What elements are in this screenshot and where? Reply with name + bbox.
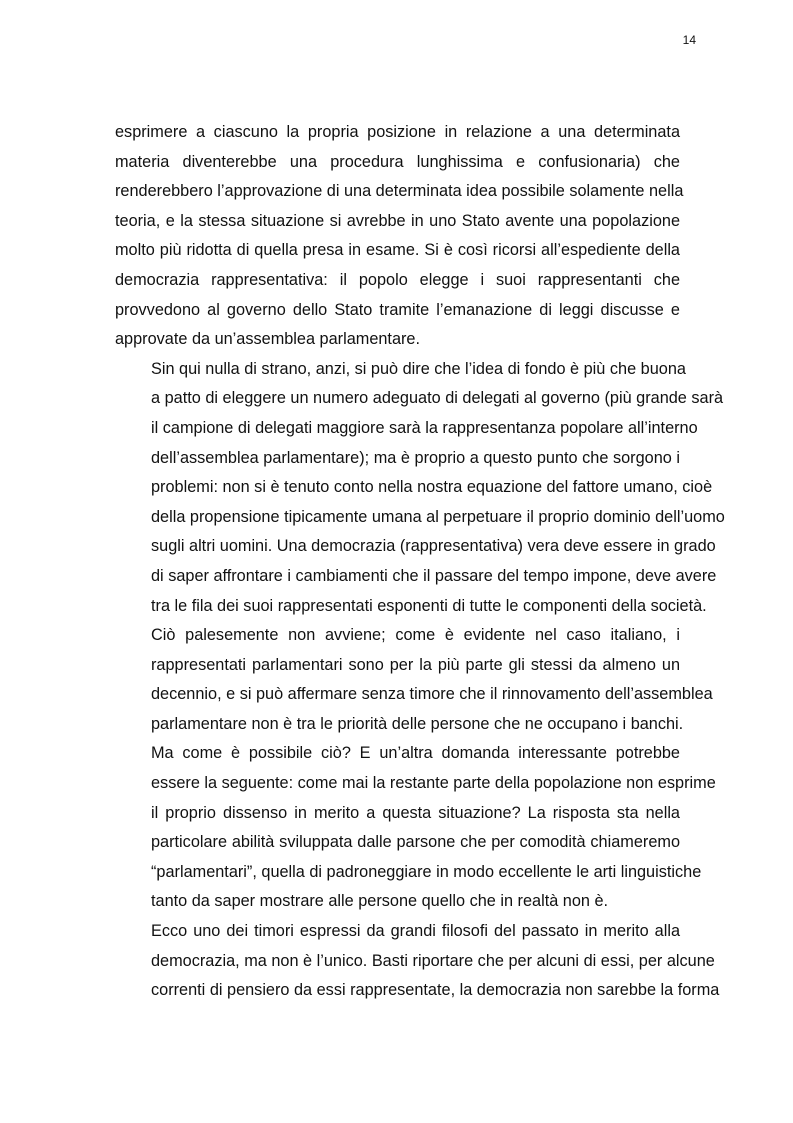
text-line: democrazia, ma non è l’unico. Basti riportare che per alcuni di essi, per alcune: [151, 951, 715, 970]
text-line: esprimere a ciascuno la propria posizione in relazione a una determinata: [115, 123, 680, 141]
text-line: tanto da saper mostrare alle persone quello che in realtà non è.: [151, 892, 609, 911]
text-line: decennio, e si può affermare senza timore che il rinnovamento dell’assemblea: [151, 685, 713, 704]
text-line: a patto di eleggere un numero adeguato di delegati al governo (più grande sarà: [151, 389, 724, 408]
document-body: [115, 118, 725, 1006]
text-line: il proprio dissenso in merito a questa situazione? La risposta sta nella: [151, 803, 680, 822]
text-line: democrazia rappresentativa: il popolo elegge i suoi rappresentanti che: [115, 270, 680, 289]
text-line: approvate da un’assemblea parlamentare.: [115, 330, 421, 349]
text-line: correnti di pensiero da essi rappresentate, la democrazia non sarebbe la forma: [151, 981, 720, 1000]
text-line: problemi: non si è tenuto conto nella nostra equazione del fattore umano, cioè: [151, 478, 713, 497]
paragraph-1: [115, 118, 684, 355]
text-line: rappresentati parlamentari sono per la più parte gli stessi da almeno un: [151, 655, 680, 674]
text-line: della propensione tipicamente umana al perpetuare il proprio dominio dell’uomo: [151, 507, 725, 526]
text-line: provvedono al governo dello Stato tramite l’emanazione di leggi discusse e: [115, 300, 680, 319]
text-line: parlamentare non è tra le priorità delle persone che ne occupano i banchi.: [151, 714, 684, 733]
text-line: Sin qui nulla di strano, anzi, si può dire che l’idea di fondo è più che buona: [151, 359, 686, 378]
page-number: 14: [682, 33, 696, 47]
paragraph-4: [115, 917, 720, 1006]
text-line: tra le fila dei suoi rappresentati esponenti di tutte le componenti della società.: [151, 596, 707, 615]
text-line: essere la seguente: come mai la restante parte della popolazione non esprime: [151, 774, 716, 793]
text-line: teoria, e la stessa situazione si avrebbe in uno Stato avente una popolazione: [115, 211, 680, 230]
text-line: molto più ridotta di quella presa in esame. Si è così ricorsi all’espediente della: [115, 241, 680, 260]
text-line: il campione di delegati maggiore sarà la rappresentanza popolare all’interno: [151, 418, 698, 437]
text-line: Ecco uno dei timori espressi da grandi filosofi del passato in merito alla: [151, 922, 680, 941]
text-line: Ciò palesemente non avviene; come è evidente nel caso italiano, i: [151, 626, 680, 645]
text-line: particolare abilità sviluppata dalle parsone che per comodità chiameremo: [151, 833, 680, 852]
text-line: dell’assemblea parlamentare); ma è proprio a questo punto che sorgono i: [151, 448, 680, 467]
text-line: di saper affrontare i cambiamenti che il passare del tempo impone, deve avere: [151, 566, 717, 585]
paragraph-2: [115, 355, 725, 740]
paragraph-3: [115, 739, 716, 917]
text-line: Ma come è possibile ciò? E un’altra domanda interessante potrebbe: [151, 744, 680, 763]
text-line: “parlamentari”, quella di padroneggiare in modo eccellente le arti linguistiche: [151, 862, 702, 881]
text-line: sugli altri uomini. Una democrazia (rappresentativa) vera deve essere in grado: [151, 537, 716, 556]
text-line: materia diventerebbe una procedura lunghissima e confusionaria) che: [115, 152, 680, 171]
text-line: renderebbero l’approvazione di una determinata idea possibile solamente nella: [115, 182, 684, 201]
